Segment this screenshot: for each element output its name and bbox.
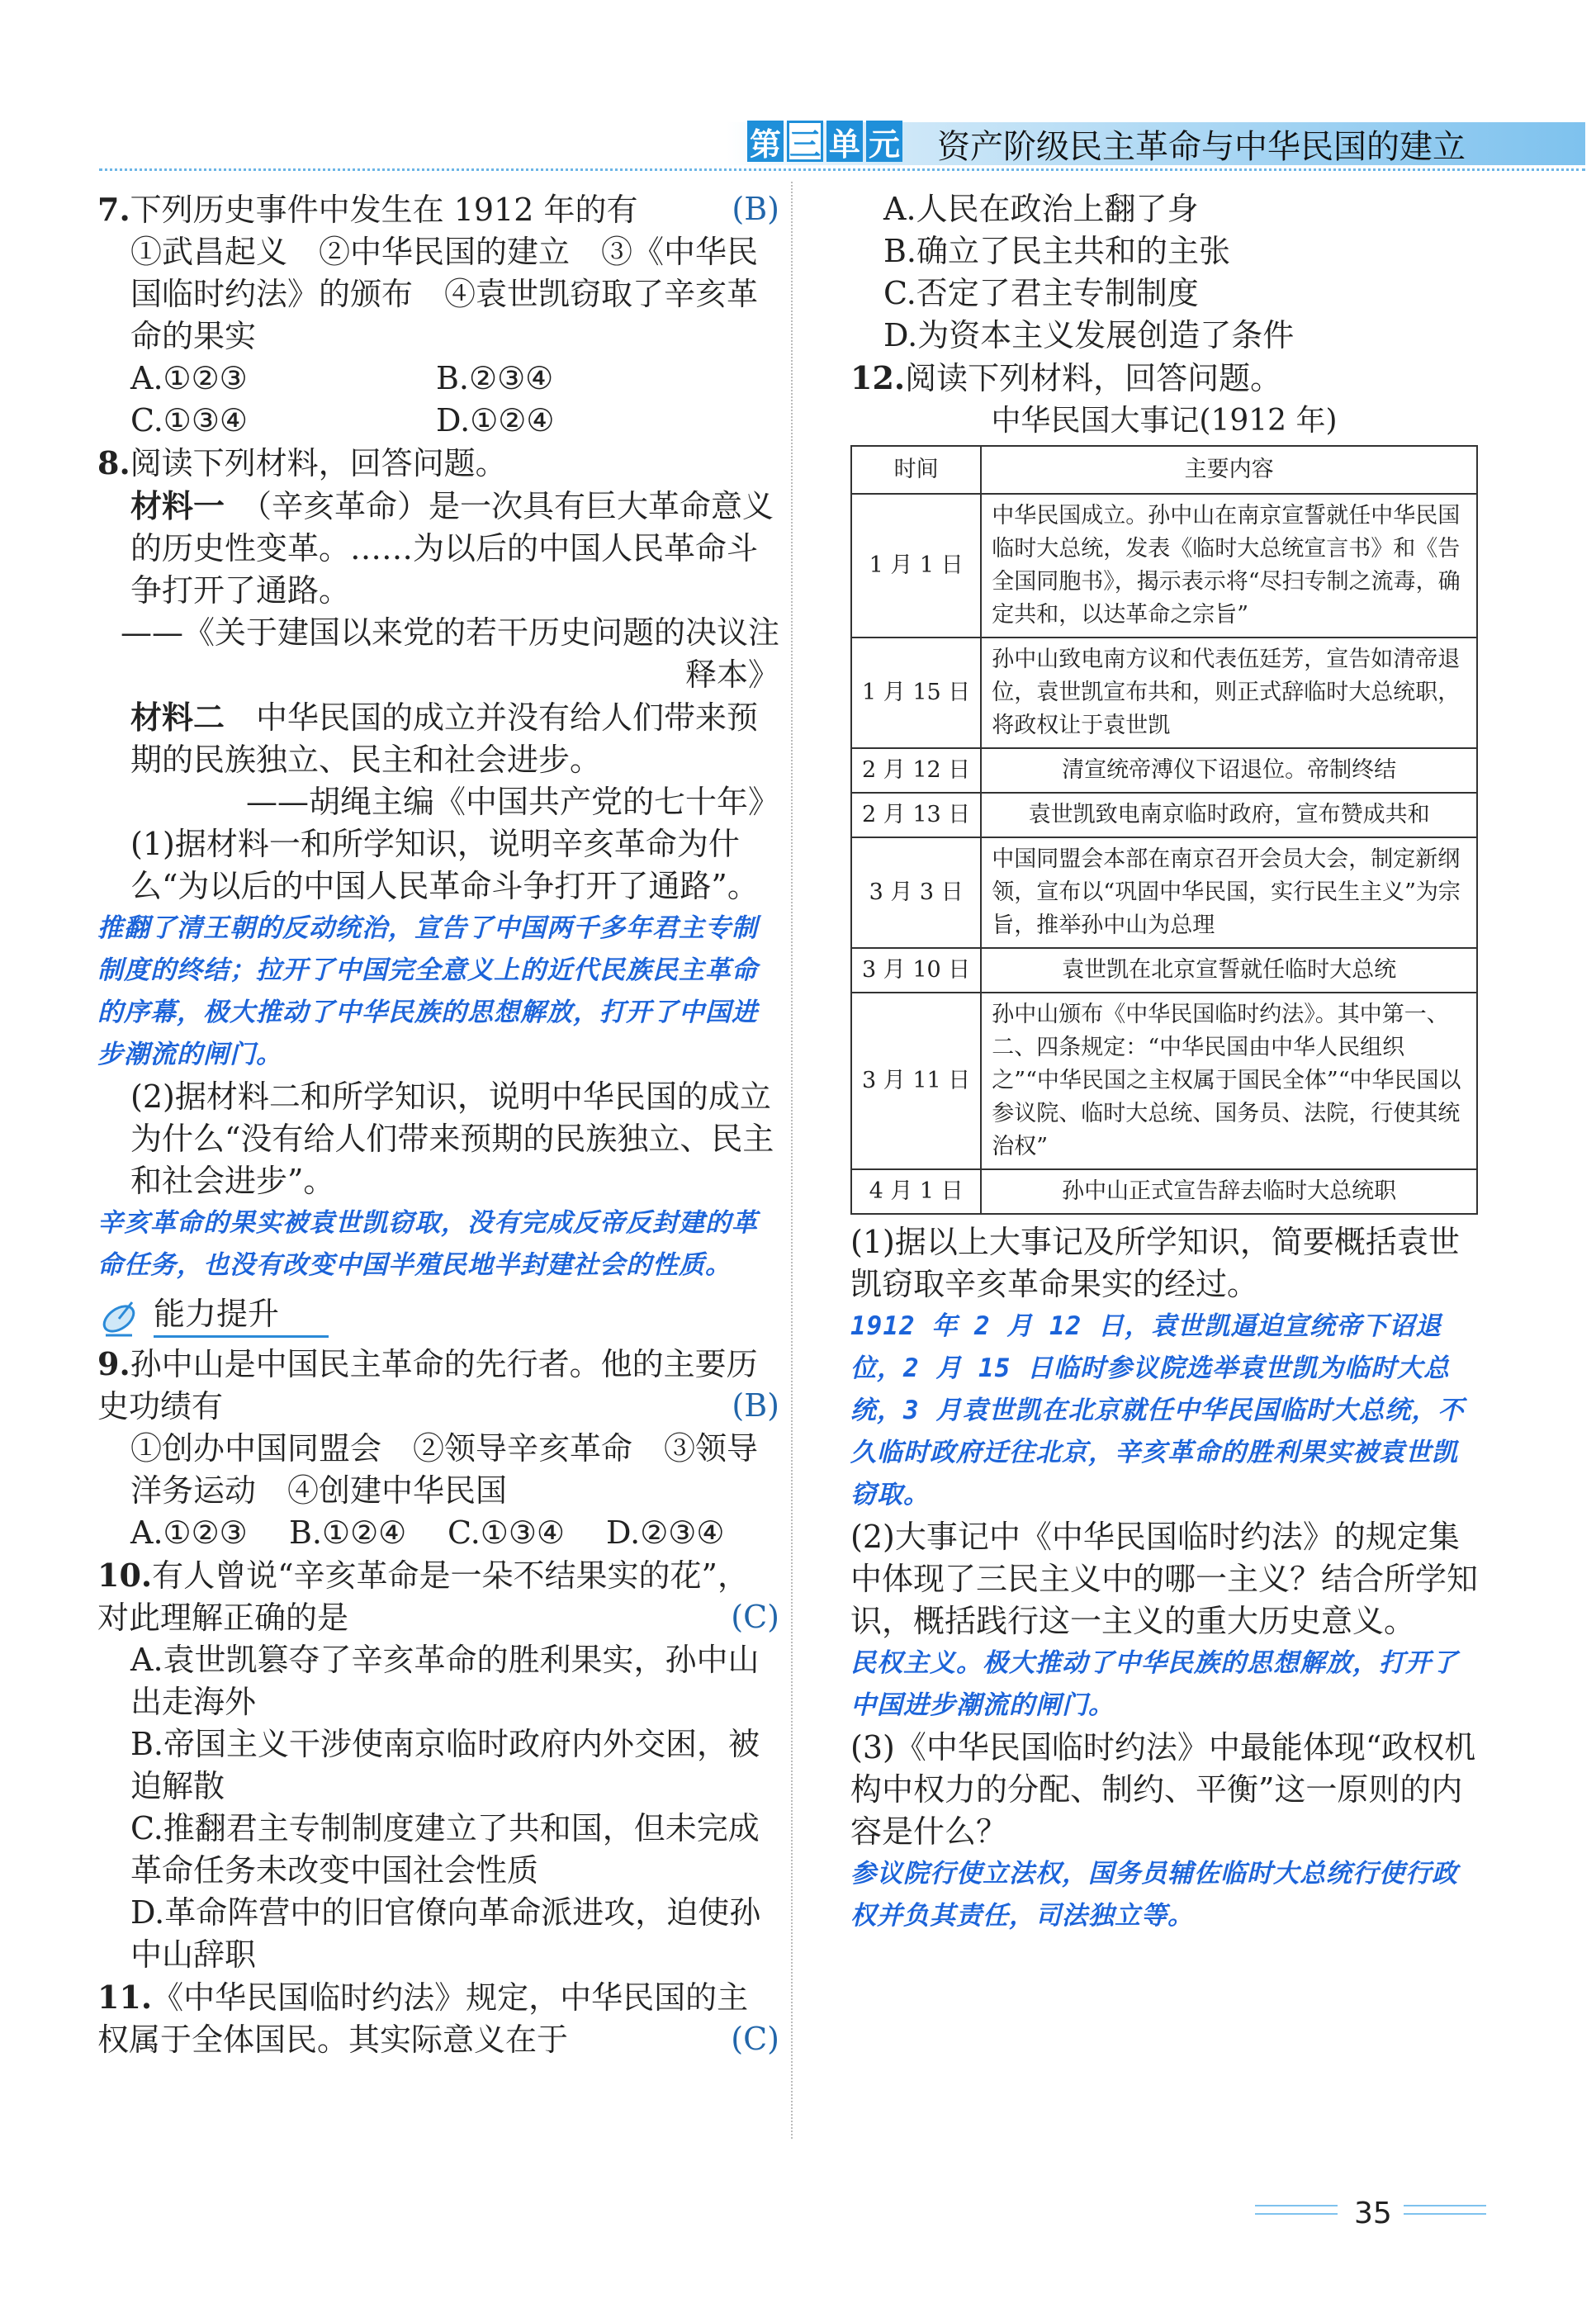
question-items: ①创办中国同盟会 ②领导辛亥革命 ③领导洋务运动 ④创建中华民国	[130, 1430, 759, 1509]
answer-mark: (C)	[731, 2021, 779, 2057]
question-8	[97, 442, 779, 1287]
material-label: 材料一	[130, 487, 225, 524]
events-table	[850, 445, 1478, 1215]
question-items: ①武昌起义 ②中华民国的建立 ③《中华民国临时约法》的颁布 ④袁世凯窃取了辛亥革命的果实	[130, 234, 759, 354]
date-cell: 1 月 15 日	[851, 637, 981, 748]
unit-char: 单	[826, 121, 863, 162]
option: A.①②③	[130, 360, 248, 396]
question-10	[97, 1554, 779, 1976]
table-row	[851, 637, 1477, 748]
answer-mark: (C)	[731, 1599, 779, 1635]
unit-char: 元	[866, 121, 902, 162]
question-stem: 《中华民国临时约法》规定，中华民国的主权属于全体国民。其实际意义在于	[97, 1979, 749, 2058]
option: B.帝国主义干涉使南京临时政府内外交困，被迫解散	[130, 1726, 760, 1804]
table-row	[851, 948, 1477, 993]
right-column	[850, 188, 1478, 1937]
footer-line	[1255, 2213, 1338, 2215]
option: B.确立了民主共和的主张	[883, 233, 1231, 269]
content-cell: 袁世凯致电南京临时政府，宣布赞成共和	[981, 793, 1477, 837]
material-source: ——《关于建国以来党的若干历史问题的决议注释本》	[120, 614, 779, 693]
sub-question: (2)大事记中《中华民国临时约法》的规定集中体现了三民主义中的哪一主义？结合所学知识，概括践行这一主义的重大历史意义。	[850, 1519, 1479, 1639]
content-cell: 中国同盟会本部在南京召开会员大会，制定新纲领，宣布以“巩固中华民国，实行民生主义”为宗旨，推举孙中山为总理	[981, 837, 1477, 948]
left-column	[97, 188, 779, 2061]
question-number: 11.	[97, 1979, 153, 2016]
option: C.①③④	[130, 402, 248, 438]
material-source: ——胡绳主编《中国共产党的七十年》	[245, 784, 779, 820]
footer-line	[1404, 2213, 1486, 2215]
answer-mark: (B)	[732, 191, 779, 227]
question-stem: 阅读下列材料，回答问题。	[905, 360, 1282, 396]
date-cell: 3 月 10 日	[851, 948, 981, 993]
sub-question: (3)《中华民国临时约法》中最能体现“政权机构中权力的分配、制约、平衡”这一原则的内容是什么？	[850, 1729, 1476, 1850]
option: C.①③④	[448, 1514, 565, 1551]
material-text: （辛亥革命）是一次具有巨大革命意义的历史性变革。……为以后的中国人民革命斗争打开了通路。	[130, 488, 774, 609]
question-stem: 下列历史事件中发生在 1912 年的有	[130, 192, 638, 228]
options-row	[97, 358, 779, 400]
question-stem: 阅读下列材料，回答问题。	[130, 445, 507, 481]
question-number: 10.	[97, 1557, 153, 1594]
option: A.①②③	[130, 1514, 248, 1551]
table-header-row	[851, 446, 1477, 494]
content-cell: 孙中山正式宣告辞去临时大总统职	[981, 1169, 1477, 1214]
date-cell: 2 月 12 日	[851, 748, 981, 793]
question-7	[97, 188, 779, 442]
option: D.革命阵营中的旧官僚向革命派进攻，迫使孙中山辞职	[130, 1894, 761, 1973]
question-number: 7.	[97, 191, 130, 228]
section-heading	[97, 1293, 779, 1338]
question-11	[97, 1976, 779, 2061]
handwritten-answer: 民权主义。极大推动了中华民族的思想解放，打开了中国进步潮流的闸门。	[850, 1648, 1458, 1720]
section-title: 能力提升	[154, 1293, 329, 1338]
page-number: 35	[1354, 2197, 1392, 2230]
column-divider	[791, 182, 793, 2139]
question-number: 9.	[97, 1345, 130, 1382]
sub-question: (2)据材料二和所学知识，说明中华民国的成立为什么“没有给人们带来预期的民族独立、民主和社会进步”。	[130, 1078, 774, 1199]
footer-line	[1404, 2205, 1486, 2206]
option: D.为资本主义发展创造了条件	[883, 317, 1295, 353]
question-number: 8.	[97, 444, 130, 481]
sub-question: (1)据以上大事记及所学知识，简要概括袁世凯窃取辛亥革命果实的经过。	[850, 1224, 1460, 1302]
table-title: 中华民国大事记(1912 年)	[991, 404, 1338, 438]
table-row	[851, 793, 1477, 837]
options-row	[97, 1512, 779, 1554]
question-stem: 孙中山是中国民主革命的先行者。他的主要历史功绩有	[97, 1346, 758, 1424]
date-cell: 3 月 3 日	[851, 837, 981, 948]
content-cell: 袁世凯在北京宣誓就任临时大总统	[981, 948, 1477, 993]
handwritten-answer: 辛亥革命的果实被袁世凯窃取，没有完成反帝反封建的革命任务，也没有改变中国半殖民地半封建社会的性质。	[97, 1208, 758, 1280]
unit-char: 第	[747, 121, 784, 162]
content-cell: 孙中山致电南方议和代表伍廷芳，宣告如清帝退位，袁世凯宣布共和，则正式辞临时大总统职，将政权让于袁世凯	[981, 637, 1477, 748]
material-text: 中华民国的成立并没有给人们带来预期的民族独立、民主和社会进步。	[130, 699, 759, 778]
table-row	[851, 837, 1477, 948]
question-stem: 有人曾说“辛亥革命是一朵不结果实的花”，对此理解正确的是	[97, 1557, 749, 1636]
handwritten-answer: 参议院行使立法权，国务员辅佐临时大总统行使行政权并负其责任，司法独立等。	[850, 1859, 1458, 1931]
option: B.②③④	[436, 360, 554, 396]
option: C.推翻君主专制制度建立了共和国，但未完成革命任务未改变中国社会性质	[130, 1810, 760, 1889]
options-row	[97, 400, 779, 442]
content-cell: 孙中山颁布《中华民国临时约法》。其中第一、二、四条规定：“中华民国由中华人民组织之”“中华民国之主权属于国民全体”“中华民国以参议院、临时大总统、国务员、法院，行使其统治权”	[981, 993, 1477, 1169]
date-cell: 4 月 1 日	[851, 1169, 981, 1214]
option: A.袁世凯篡夺了辛亥革命的胜利果实，孙中山出走海外	[130, 1642, 760, 1720]
table-row	[851, 1169, 1477, 1214]
option: D.①②④	[436, 402, 555, 438]
question-number: 12.	[850, 359, 906, 396]
option: B.①②④	[289, 1514, 407, 1551]
option: A.人民在政治上翻了身	[883, 191, 1199, 227]
unit-badge	[747, 121, 902, 165]
table-row	[851, 993, 1477, 1169]
option: D.②③④	[606, 1514, 725, 1551]
material-label: 材料二	[130, 699, 225, 736]
table-header: 主要内容	[981, 446, 1477, 494]
date-cell: 2 月 13 日	[851, 793, 981, 837]
satellite-dish-icon	[97, 1294, 144, 1337]
unit-char: 三	[787, 121, 823, 162]
table-row	[851, 494, 1477, 637]
footer-line	[1255, 2205, 1338, 2206]
table-row	[851, 748, 1477, 793]
answer-mark: (B)	[732, 1387, 779, 1424]
header-divider	[99, 168, 1585, 171]
sub-question: (1)据材料一和所学知识，说明辛亥革命为什么“为以后的中国人民革命斗争打开了通路”。	[130, 826, 759, 904]
date-cell: 3 月 11 日	[851, 993, 981, 1169]
handwritten-answer: 1912 年 2 月 12 日，袁世凯逼迫宣统帝下诏退位，2 月 15 日临时参议院选举袁世凯为临时大总统，3 月袁世凯在北京就任中华民国临时大总统，不久临时政府迁往北京，辛亥革命的胜利果实被袁世凯窃取。	[850, 1311, 1465, 1510]
chapter-title: 资产阶级民主革命与中华民国的建立	[937, 128, 1466, 166]
content-cell: 清宣统帝溥仪下诏退位。帝制终结	[981, 748, 1477, 793]
content-cell: 中华民国成立。孙中山在南京宣誓就任中华民国临时大总统，发表《临时大总统宣言书》和《告全国同胞书》，揭示表示将“尽扫专制之流毒，确定共和，以达革命之宗旨”	[981, 494, 1477, 637]
table-header: 时间	[851, 446, 981, 494]
date-cell: 1 月 1 日	[851, 494, 981, 637]
question-9	[97, 1343, 779, 1554]
question-12	[850, 357, 1478, 1937]
option: C.否定了君主专制制度	[883, 275, 1199, 311]
handwritten-answer: 推翻了清王朝的反动统治，宣告了中国两千多年君主专制制度的终结；拉开了中国完全意义上的近代民族民主革命的序幕，极大推动了中华民族的思想解放，打开了中国进步潮流的闸门。	[97, 913, 758, 1069]
